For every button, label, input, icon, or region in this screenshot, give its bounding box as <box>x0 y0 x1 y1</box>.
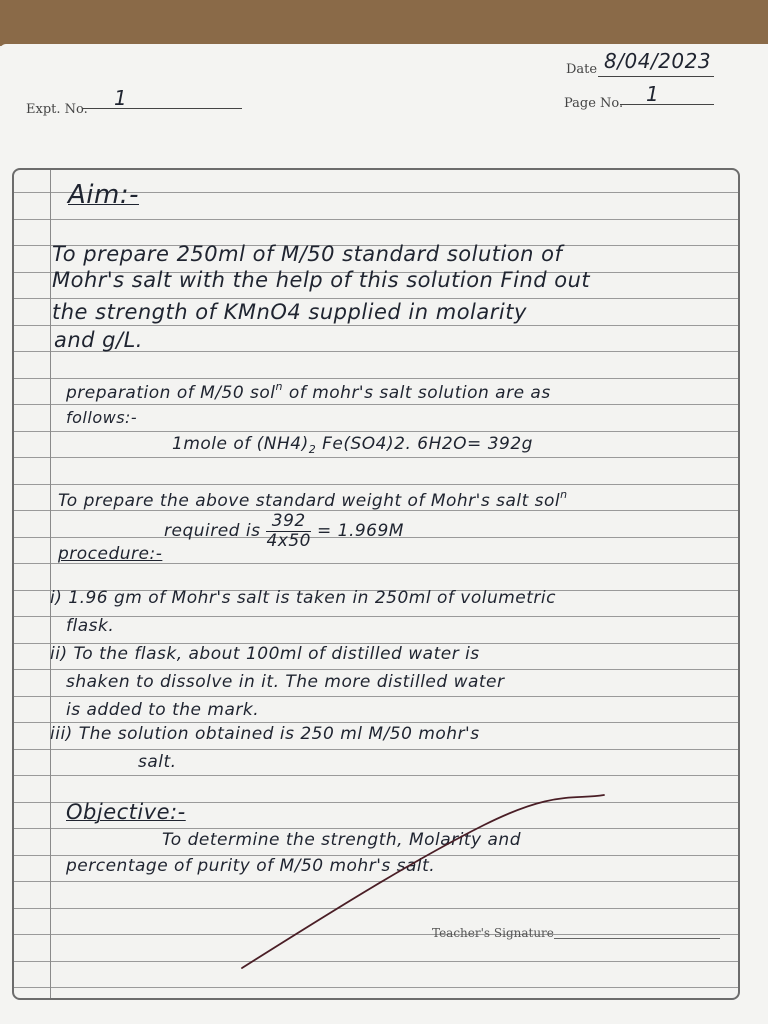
ruled-area <box>12 168 740 1000</box>
procedure-heading: procedure:- <box>58 544 163 564</box>
procedure-line-7: salt. <box>138 752 177 772</box>
page-no-underline <box>620 104 714 105</box>
procedure-line-5: is added to the mark. <box>66 700 260 720</box>
procedure-line-3: ii) To the flask, about 100ml of distilled water is <box>50 644 480 664</box>
teacher-signature-line <box>554 938 720 939</box>
aim-line-4: and g/L. <box>54 328 143 352</box>
procedure-line-1: i) 1.96 gm of Mohr's salt is taken in 250ml of volumetric <box>50 588 556 608</box>
procedure-line-2: flask. <box>66 616 115 636</box>
procedure-line-4: shaken to dissolve in it. The more distilled water <box>66 672 505 692</box>
procedure-line-6: iii) The solution obtained is 250 ml M/50 mohr's <box>50 724 480 744</box>
preparation-line-2: follows:- <box>66 408 138 427</box>
date-underline <box>598 76 714 77</box>
teacher-signature-label: Teacher's Signature <box>432 926 554 940</box>
date-value: 8/04/2023 <box>604 49 712 73</box>
page-no-value: 1 <box>646 82 660 106</box>
molar-mass-formula: 1mole of $(NH4)_2$ Fe(SO4)2. 6H2O= 392g <box>172 434 533 456</box>
aim-line-1: To prepare 250ml of M/50 standard solution of <box>52 242 563 266</box>
date-label: Date <box>566 62 598 77</box>
expt-no-label: Expt. No. <box>26 102 88 117</box>
aim-line-2: Mohr's salt with the help of this solution Find out <box>52 268 591 292</box>
objective-heading: Objective:- <box>66 800 186 824</box>
aim-line-3: the strength of KMnO4 supplied in molarity <box>52 300 527 324</box>
preparation-line-1: preparation of M/50 sol$^n$ of mohr's salt solution are as <box>66 380 551 403</box>
preparation-line-3: To prepare the above standard weight of Mohr's salt sol$^n$ <box>58 488 568 511</box>
required-weight: required is $\frac{392}{4x50}$ = 1.969M <box>164 511 404 551</box>
teacher-check-mark <box>14 170 740 1000</box>
aim-heading: Aim:- <box>68 180 139 210</box>
expt-no-underline <box>82 108 242 109</box>
objective-line-1: To determine the strength, Molarity and <box>162 830 521 850</box>
objective-line-2: percentage of purity of M/50 mohr's salt. <box>66 856 436 876</box>
page-no-label: Page No. <box>564 96 624 111</box>
notebook-page <box>0 44 768 1024</box>
expt-no-value: 1 <box>114 86 128 110</box>
weight-fraction: $\frac{392}{4x50}$ <box>266 511 311 551</box>
